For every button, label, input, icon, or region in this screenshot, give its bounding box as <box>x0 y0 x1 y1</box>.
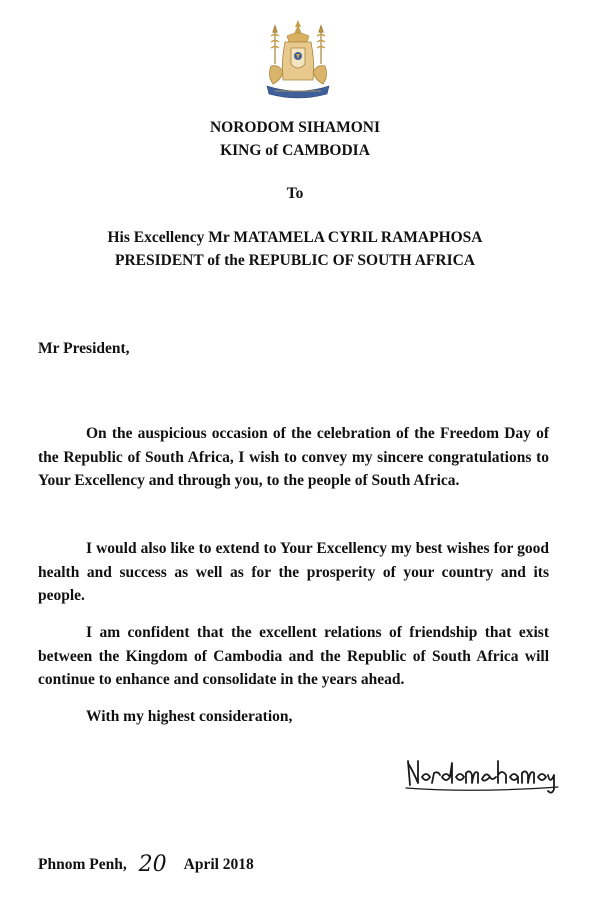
closing: With my highest consideration, <box>86 708 293 725</box>
recipient-line-2: PRESIDENT of the REPUBLIC OF SOUTH AFRICA <box>115 252 475 269</box>
dateline-month-year: April 2018 <box>183 856 254 873</box>
sender-name: NORODOM SIHAMONI <box>209 119 381 136</box>
recipient-line-1: His Excellency Mr MATAMELA CYRIL RAMAPHOSA <box>107 229 483 246</box>
paragraph-3: I am confident that the excellent relations of friendship that exist between the Kingdom of Cambodia and the Republic of South Africa will continue to enhance and consolidate in the years ahead. <box>38 624 549 688</box>
dateline-day: 20 <box>138 852 167 877</box>
dateline-place: Phnom Penh, <box>38 856 127 873</box>
signature-image <box>404 755 560 795</box>
dateline <box>38 852 254 878</box>
salutation: Mr President, <box>38 340 130 357</box>
paragraph-1: On the auspicious occasion of the celebration of the Freedom Day of the Republic of South Africa, I wish to convey my sincere congratulations to Your Excellency and through you, to the people of South Africa. <box>38 425 549 489</box>
paragraph-2: I would also like to extend to Your Excellency my best wishes for good health and success as well as for the prosperity of your country and its people. <box>38 540 549 604</box>
royal-arms-emblem-icon <box>261 18 335 102</box>
to-label: To <box>286 185 304 202</box>
sender-title: KING of CAMBODIA <box>220 142 370 159</box>
